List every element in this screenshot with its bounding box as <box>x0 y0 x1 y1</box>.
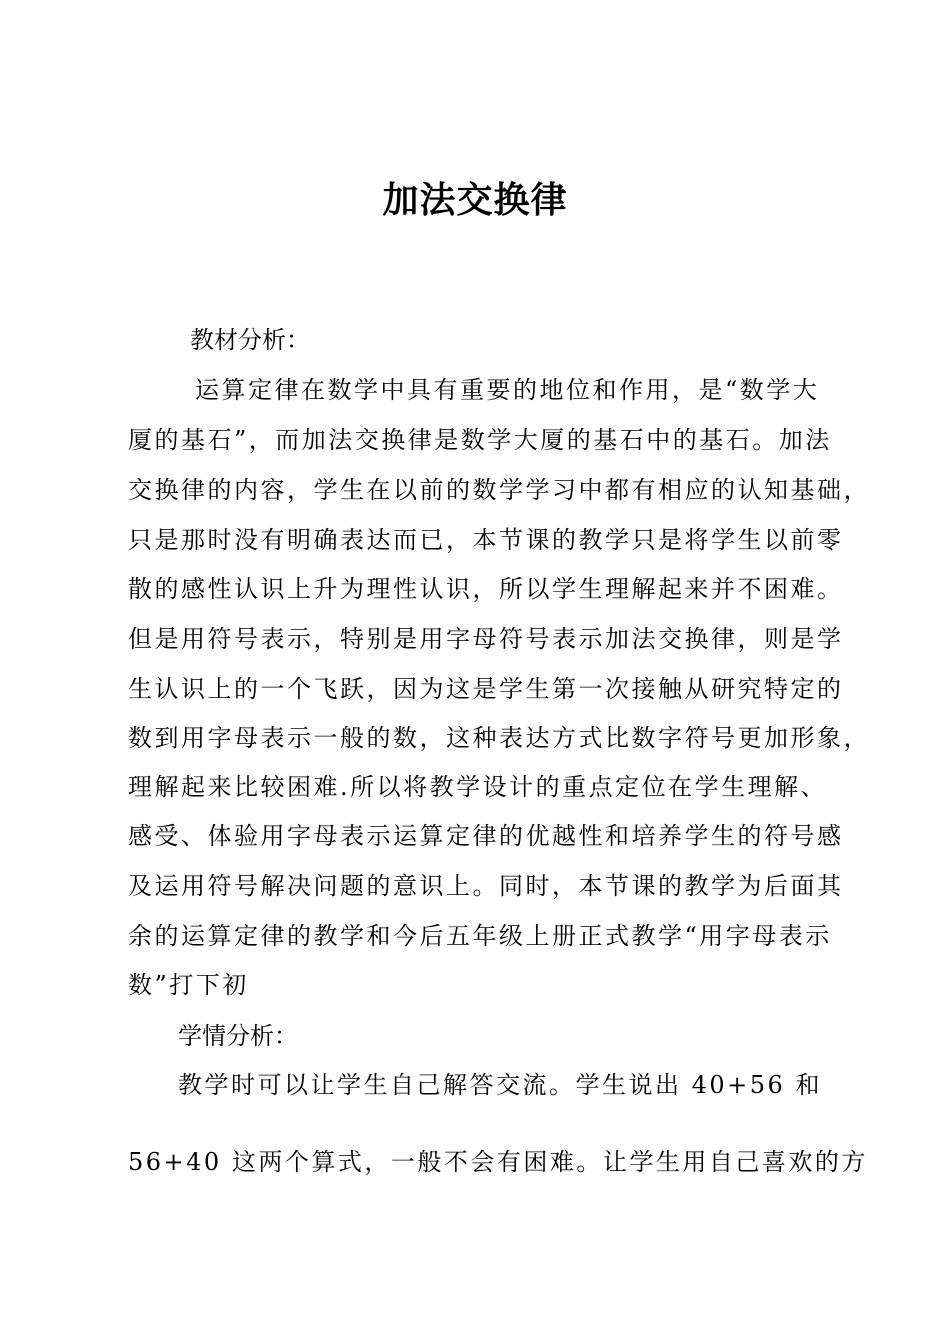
document-title: 加法交换律 <box>382 179 568 221</box>
paragraph-line: 数”打下初 <box>128 971 249 999</box>
paragraph-line: 数到用字母表示一般的数，这种表达方式比数字符号更加形象， <box>128 724 870 752</box>
paragraph-line: 理解起来比较困难.所以将教学设计的重点定位在学生理解、 <box>128 773 828 801</box>
paragraph-line: 余的运算定律的教学和今后五年级上册正式教学“用字母表示 <box>128 922 832 950</box>
paragraph-line: 生认识上的一个飞跃，因为这是学生第一次接触从研究特定的 <box>128 675 844 703</box>
paragraph-line: 厦的基石”，而加法交换律是数学大厦的基石中的基石。加法 <box>128 426 832 454</box>
paragraph-line: 56+40 这两个算式，一般不会有困难。让学生用自己喜欢的方 <box>128 1148 868 1176</box>
section-heading-material-analysis: 教材分析： <box>190 326 310 354</box>
paragraph-line: 散的感性认识上升为理性认识，所以学生理解起来并不困难。 <box>128 575 844 603</box>
paragraph-line: 但是用符号表示，特别是用字母符号表示加法交换律，则是学 <box>128 625 844 653</box>
paragraph-line: 只是那时没有明确表达而已，本节课的教学只是将学生以前零 <box>128 526 844 554</box>
paragraph-line: 教学时可以让学生自己解答交流。学生说出 40+56 和 <box>178 1071 822 1099</box>
paragraph-line: 及运用符号解决问题的意识上。同时，本节课的教学为后面其 <box>128 872 844 900</box>
paragraph-line: 交换律的内容，学生在以前的数学学习中都有相应的认知基础， <box>128 476 870 504</box>
paragraph-line: 感受、体验用字母表示运算定律的优越性和培养学生的符号感 <box>128 822 844 850</box>
section-heading-student-analysis: 学情分析： <box>178 1022 298 1050</box>
paragraph-line: 运算定律在数学中具有重要的地位和作用，是“数学大 <box>195 376 820 404</box>
